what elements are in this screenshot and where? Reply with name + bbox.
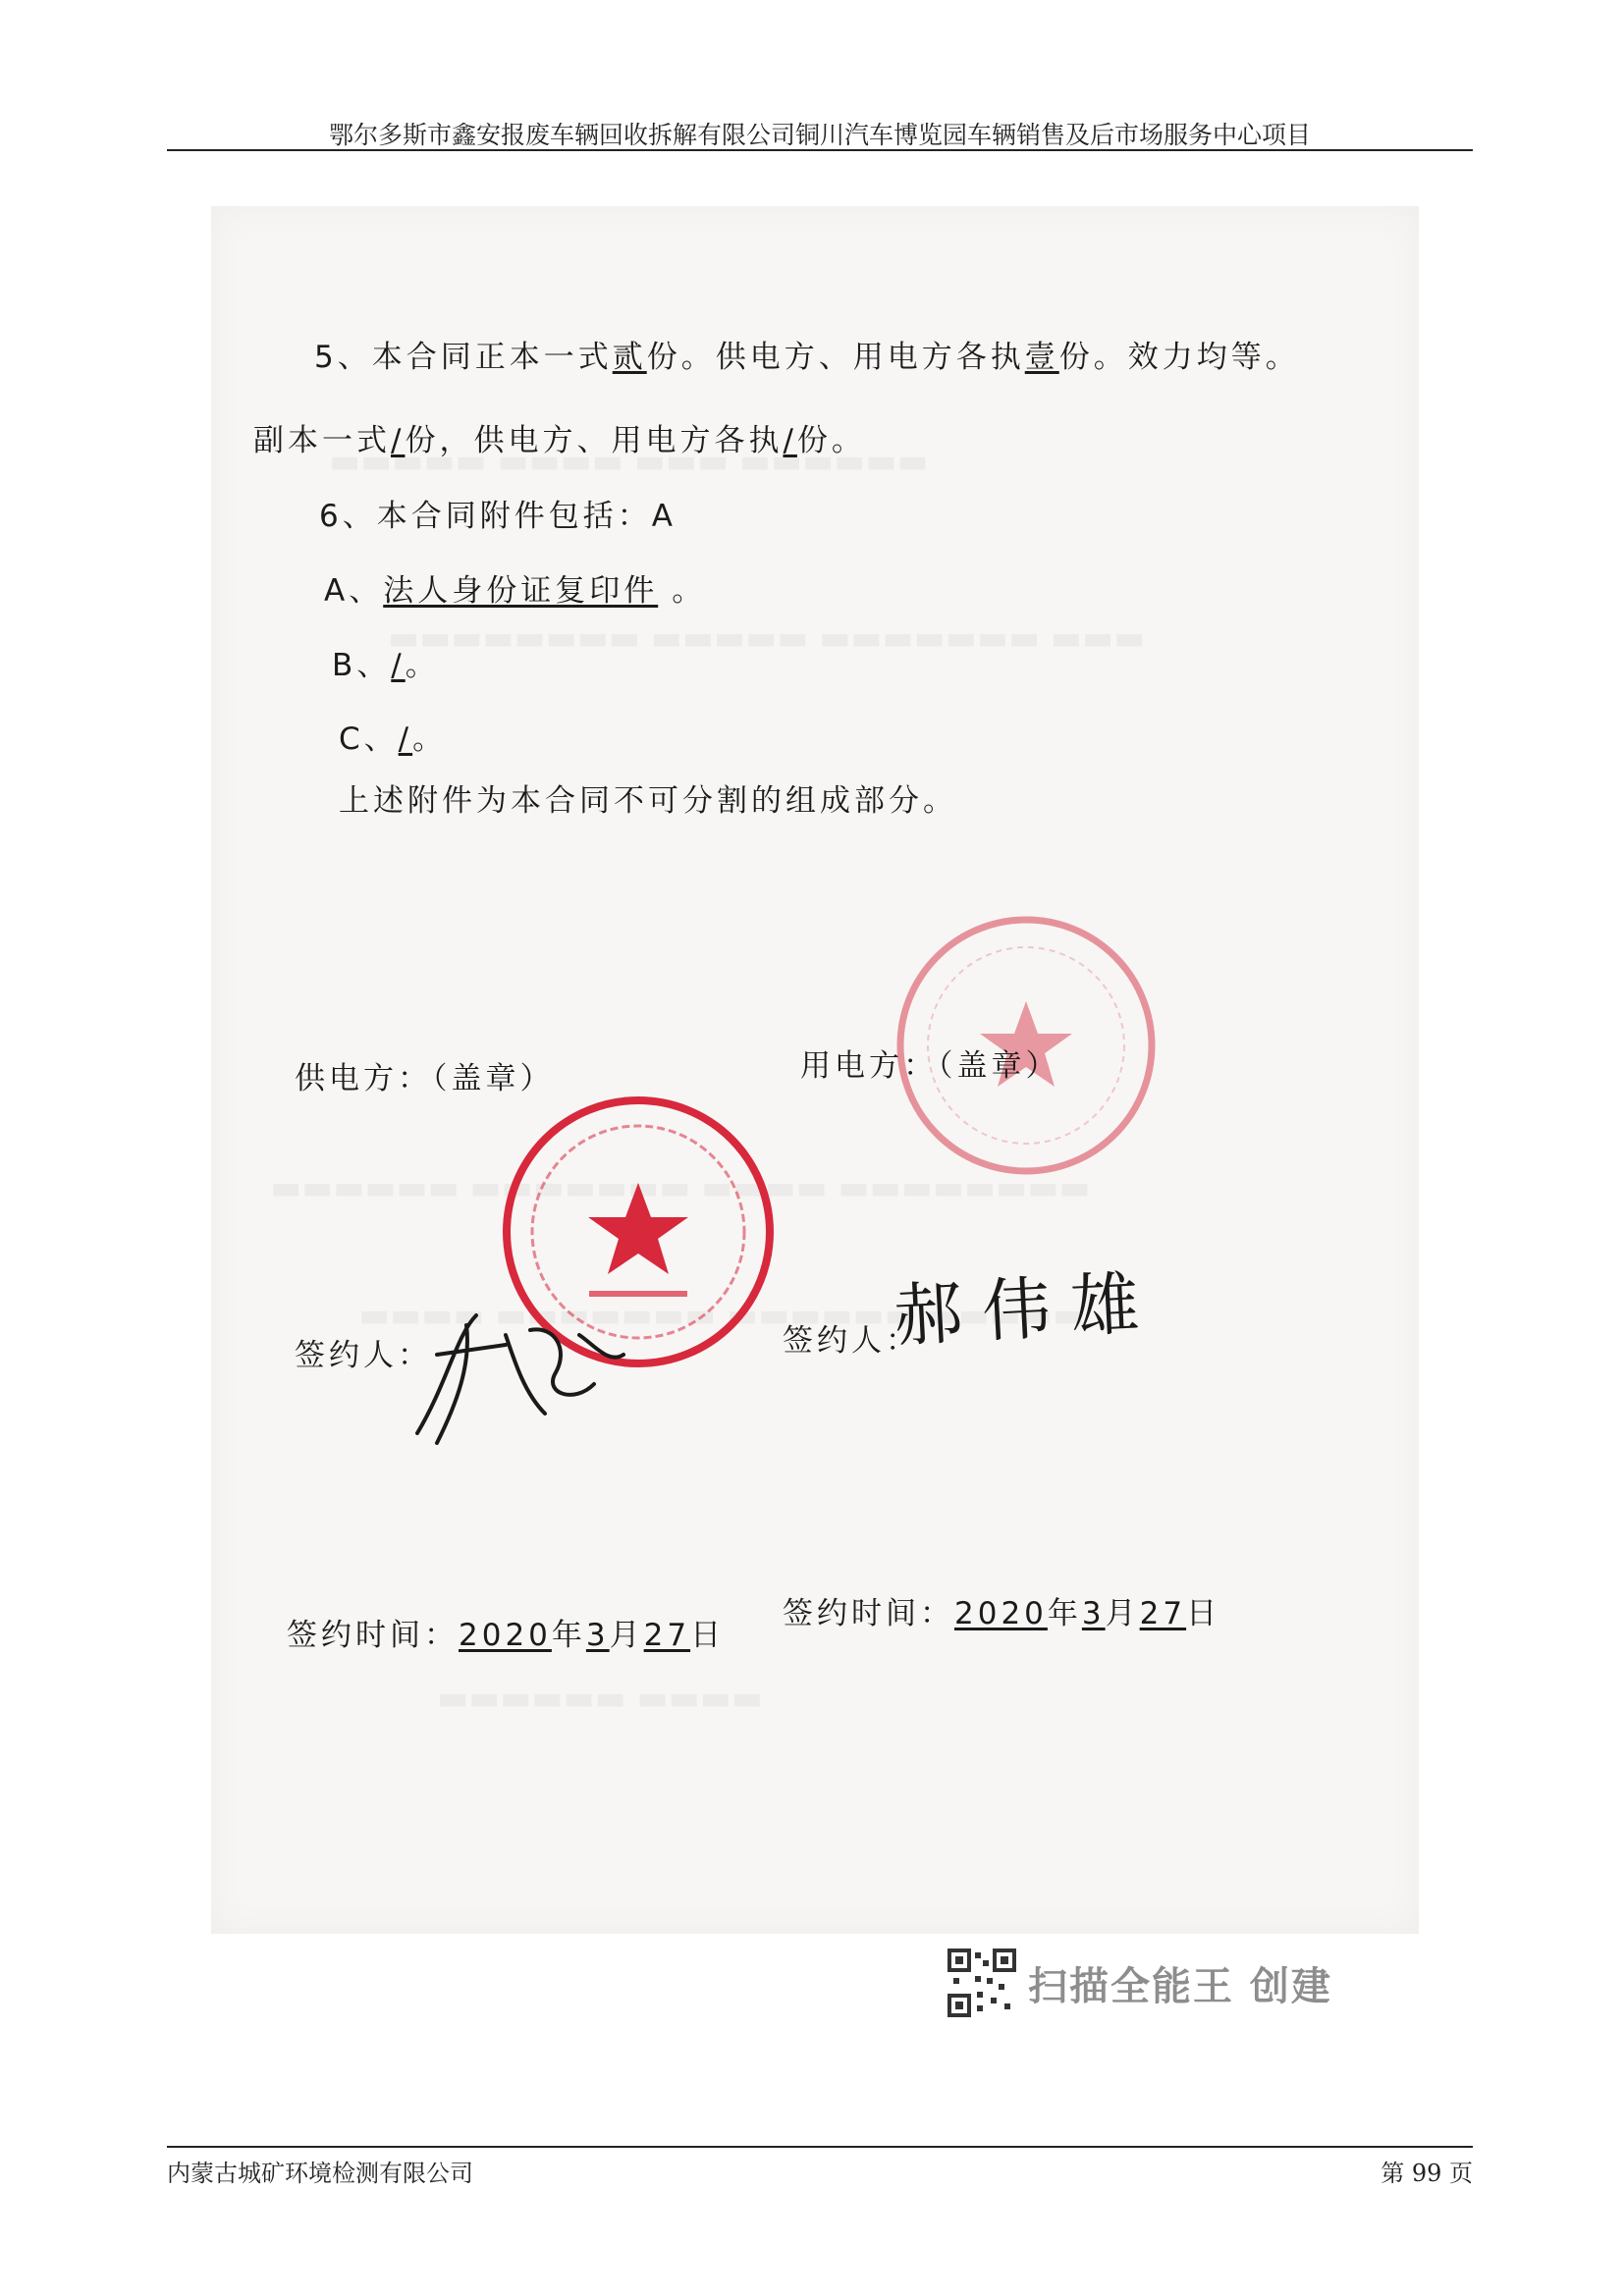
clause-5-line-2 [253, 415, 866, 459]
consumer-seal-label: 用电方：（盖章） [800, 1048, 1060, 1084]
attachment-suffix: 。 [412, 721, 448, 757]
consumer-signature: 郝伟雄 [892, 1261, 1162, 1358]
watermark-text: 扫描全能王 创建 [1028, 1963, 1332, 2009]
date-unit: 日 [690, 1618, 726, 1653]
date-day: 27 [1139, 1596, 1187, 1631]
attachment-suffix: 。 [672, 573, 707, 609]
date-year: 2020 [954, 1596, 1048, 1631]
attachment-label: A、 [324, 573, 384, 609]
footer-company: 内蒙古城矿环境检测有限公司 [167, 2160, 473, 2187]
clause-text: 份。 [796, 423, 866, 458]
duplicate-copies-each: / [783, 423, 797, 458]
date-label: 签约时间： [287, 1618, 459, 1653]
date-unit: 年 [1047, 1596, 1082, 1631]
attachment-c [339, 714, 447, 758]
attachment-c-value: / [398, 721, 413, 757]
attachment-label: B、 [332, 648, 392, 683]
consumer-signing-date [783, 1588, 1220, 1632]
date-day: 27 [643, 1618, 691, 1653]
date-label: 签约时间： [783, 1596, 954, 1631]
supplier-signing-date [287, 1610, 725, 1654]
date-month: 3 [1081, 1596, 1106, 1631]
attachments-closing-statement: 上述附件为本合同不可分割的组成部分。 [339, 783, 957, 819]
consumer-signer-label: 签约人： [783, 1323, 920, 1359]
duplicate-copies-count: / [391, 423, 406, 458]
page-header: 鄂尔多斯市鑫安报废车辆回收拆解有限公司铜川汽车博览园车辆销售及后市场服务中心项目 [328, 121, 1311, 149]
original-copies-each: 壹 [1024, 340, 1059, 375]
supplier-signer-label: 签约人： [295, 1338, 432, 1373]
date-month: 3 [585, 1618, 610, 1653]
attachment-b-value: / [391, 648, 406, 683]
date-year: 2020 [459, 1618, 552, 1653]
supplier-signature [398, 1296, 643, 1453]
attachment-label: C、 [339, 721, 399, 757]
clause-text: 5、本合同正本一式 [314, 340, 613, 375]
bleed-through-decoration [388, 618, 1145, 658]
clause-text: 份，供电方、用电方各执 [405, 423, 784, 458]
footer-page-number: 第 99 页 [1380, 2160, 1473, 2187]
attachment-a-value: 法人身份证复印件 [383, 573, 659, 609]
bleed-through-decoration [437, 1679, 763, 1718]
scanner-watermark [947, 1949, 1332, 2017]
attachment-suffix: 。 [405, 648, 440, 683]
date-unit: 月 [609, 1618, 644, 1653]
clause-5-line-1 [314, 332, 1300, 376]
header-divider [167, 149, 1473, 151]
original-copies-count: 贰 [612, 340, 647, 375]
qr-code-icon [947, 1949, 1016, 2017]
clause-text: 副本一式 [253, 423, 391, 458]
clause-6-heading: 6、本合同附件包括：A [319, 499, 677, 534]
date-unit: 月 [1105, 1596, 1140, 1631]
attachment-a [324, 565, 706, 610]
attachment-b [332, 640, 440, 684]
date-unit: 日 [1186, 1596, 1221, 1631]
clause-text: 份。效力均等。 [1058, 340, 1300, 375]
date-unit: 年 [551, 1618, 586, 1653]
clause-text: 份。供电方、用电方各执 [646, 340, 1025, 375]
supplier-seal-label: 供电方：（盖章） [295, 1061, 555, 1096]
footer-divider [167, 2146, 1473, 2148]
